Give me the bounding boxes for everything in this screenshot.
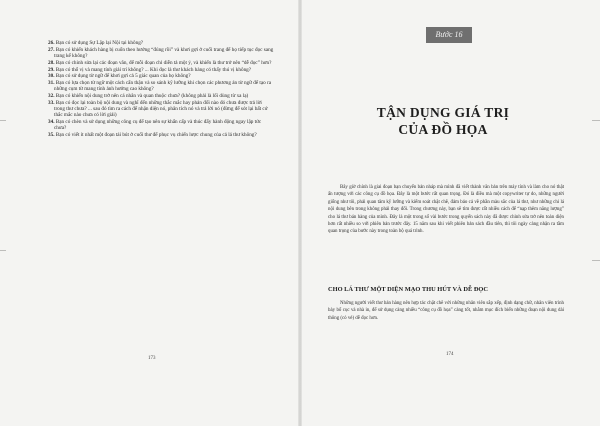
- section-paragraph: Những người viết thư bán hàng nên hợp tác chặt chẽ với những nhân viên sắp xếp, định dạng chữ, nhân viên trình bày bố cục và nhà in, để sử dụng càng nhiều “công cụ đồ họa” càng tốt, nhằm mục đích biến những đoạn nội dung dài thông (có vẻ) dễ đọc hơn.: [328, 301, 564, 321]
- question-item: 28. Bạn có chinh sửa lại các đoạn văn, để mỗi đoạn chỉ diễn tả một ý, và khiến là thư trở nên “dễ đọc” hơn?: [48, 59, 272, 66]
- question-item: 29. Bạn có thổ vị và mang tính giải trí không? ... Khi đọc là thư khách hàng có thấy thú vị không?: [48, 66, 252, 73]
- question-item: 35. Bạn có viết ít nhất một đoạn tái bút ở cuối thư để phục vụ chiến lược chung của cả lá thư không?: [48, 132, 257, 139]
- question-item: 30. Bạn có sử dụng từ ngữ để khơi gợi cả 5 giác quan của họ không?: [48, 73, 191, 80]
- page-number-left: 173: [148, 356, 156, 361]
- question-item: 34. Bạn có chèn và sử dụng những công cụ để tạo nên sự khẩn cấp và thúc đẩy hành động ngay lập tức chưa?: [48, 119, 262, 132]
- question-item: 32. Bạn có khiến nội dung trở nên cá nhân và quan thuộc chưa? (không phải là lối dùng từ xa lạ): [48, 93, 249, 100]
- step-badge: Bước 16: [426, 27, 472, 43]
- chapter-title-line-2: CỦA ĐỒ HỌA: [398, 122, 488, 137]
- question-item: 33. Bạn có đọc lại toàn bộ nội dung và nghĩ đến những thắc mắc hay phản đối nào đó chưa được trả lời trong thư chưa? ... sau đó tìm ra cách để nhận diện nó, phân tích nó và trả lời nó (đừng để sót lại bất cứ thắc mắc nào chưa có lời giải): [48, 99, 268, 119]
- question-item: 31. Bạn có lựa chọn từ ngữ một cách cẩn thận và so sánh kỹ lưỡng khi chọn các phương án từ ngữ để tạo ra những cụm từ mang tính ảnh hưởng cao không?: [48, 80, 272, 93]
- chapter-title: [330, 104, 556, 138]
- question-list: [48, 40, 274, 139]
- chapter-title-line-1: TẬN DỤNG GIÁ TRỊ: [376, 105, 510, 120]
- intro-paragraph: Bây giờ chính là giai đoạn bạn chuyển bản nháp mà mình đã viết thành văn bản trên máy tính và làm cho nó thật ấn tượng với các công cụ đồ họa. Đây là một bước rất quan trọng. Đó là điều mà một copywriter tự do, những người giống như tôi, phải quan tâm kỹ lưỡng và kiểm soát chặt chẽ, đảm bảo cả về phần màu sắc của lá thư, như những chi lá nội dung bên trong không phải thay đổi. Trong chương này, bạn sẽ tìm được rất nhiều cách để “nạp thêm năng lượng” cho lá thư bán hàng của mình. Đây là một trong số vài bước trong quyển sách này đã được chỉnh sửa trở nên toàn diện hơn rất nhiều so với phiên bản trước đây. 15 năm sau khi viết phiên bản sách đầu tiên, thì tôi ngày càng nhận ra tầm quan trọng của bước này trong toàn bộ quá trình.: [328, 185, 564, 235]
- question-item: 26. Bạn có sử dụng Sự Lặp lại Nội tại không?: [48, 40, 144, 46]
- section-heading: CHO LÁ THƯ MỘT DIỆN MẠO THU HÚT VÀ DỄ ĐỌC: [328, 286, 489, 293]
- page-number-right: 174: [446, 352, 454, 357]
- question-item: 27. Bạn có khiến khách hàng bị cuốn theo hướng “đúng rồi” và khơi gợi ở cuối trang để họ tiếp tục đọc sang trang kế không?: [48, 46, 274, 59]
